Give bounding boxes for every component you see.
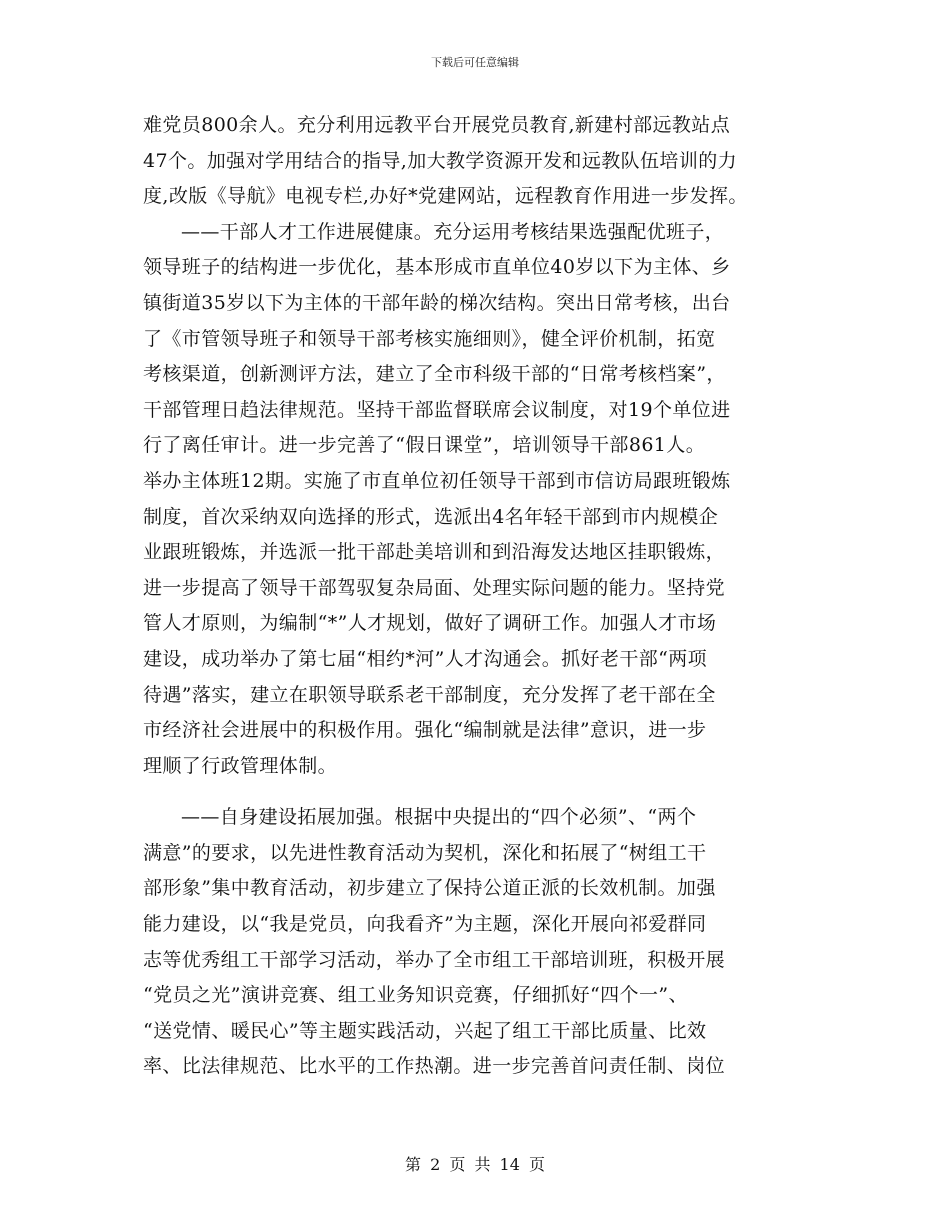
- text-line: 进一步提高了领导干部驾驭复杂局面、处理实际问题的能力。坚持党: [143, 576, 726, 599]
- text-line: 47个。加强对学用结合的指导,加大教学资源开发和远教队伍培训的力: [143, 149, 738, 172]
- text-line: 镇街道35岁以下为主体的干部年龄的梯次结构。突出日常考核，出台: [143, 291, 731, 314]
- text-line: 志等优秀组工干部学习活动，举办了全市组工干部培训班，积极开展: [143, 948, 726, 971]
- body-text: [143, 108, 815, 1085]
- text-line: “送党情、暖民心”等主题实践活动，兴起了组工干部比质量、比效: [143, 1019, 707, 1042]
- text-line: 业跟班锻炼，并选派一批干部赴美培训和到沿海发达地区挂职锻炼，: [143, 541, 726, 564]
- text-line: 制度，首次采纳双向选择的形式，选派出4名年轻干部到市内规模企: [143, 505, 719, 528]
- page-footer: 第 2 页 共 14 页: [405, 1155, 545, 1174]
- text-line: 待遇”落实，建立在职领导联系老干部制度，充分发挥了老干部在全: [143, 683, 716, 706]
- text-line: 理顺了行政管理体制。: [143, 754, 338, 777]
- text-line: 行了离任审计。进一步完善了“假日课堂”，培训领导干部861人。: [143, 434, 706, 457]
- text-line: “党员之光”演讲竞赛、组工业务知识竞赛，仔细抓好“四个一”、: [143, 984, 688, 1007]
- paragraph-start-line: ——干部人才工作进展健康。充分运用考核结果选强配优班子，: [181, 220, 725, 243]
- paragraph-gap: [143, 784, 815, 800]
- text-line: 难党员800余人。充分利用远教平台开展党员教育,新建村部远教站点: [143, 114, 731, 136]
- text-line: 满意”的要求，以先进性教育活动为契机，深化和拓展了“树组工干: [143, 841, 707, 864]
- text-line: 考核渠道，创新测评方法，建立了全市科级干部的“日常考核档案”，: [143, 363, 726, 386]
- text-line: 部形象”集中教育活动，初步建立了保持公道正派的长效机制。加强: [143, 877, 716, 900]
- text-line: 能力建设，以“我是党员，向我看齐”为主题，深化开展向祁爱群同: [143, 913, 707, 936]
- text-line: 建设，成功举办了第七届“相约*河”人才沟通会。抓好老干部“两项: [143, 647, 708, 670]
- text-line: 率、比法律规范、比水平的工作热潮。进一步完善首问责任制、岗位: [143, 1055, 726, 1078]
- text-line: 举办主体班12期。实施了市直单位初任领导干部到市信访局跟班锻炼: [143, 469, 731, 492]
- text-line: 度,改版《导航》电视专栏,办好*党建网站，远程教育作用进一步发挥。: [143, 185, 748, 208]
- text-line: 领导班子的结构进一步优化，基本形成市直单位40岁以下为主体、乡: [143, 256, 731, 279]
- text-line: 干部管理日趋法律规范。坚持干部监督联席会议制度，对19个单位进: [143, 398, 731, 421]
- text-line: 了《市管领导班子和领导干部考核实施细则》，健全评价机制，拓宽: [143, 327, 716, 350]
- paragraph-start-line: ——自身建设拓展加强。根据中央提出的“四个必须”、“两个: [181, 806, 697, 829]
- text-line: 市经济社会进展中的积极作用。强化“编制就是法律”意识，进一步: [143, 719, 707, 742]
- text-line: 管人才原则，为编制“*”人才规划，做好了调研工作。加强人才市场: [143, 612, 717, 635]
- page-header: 下载后可任意编辑: [431, 56, 519, 69]
